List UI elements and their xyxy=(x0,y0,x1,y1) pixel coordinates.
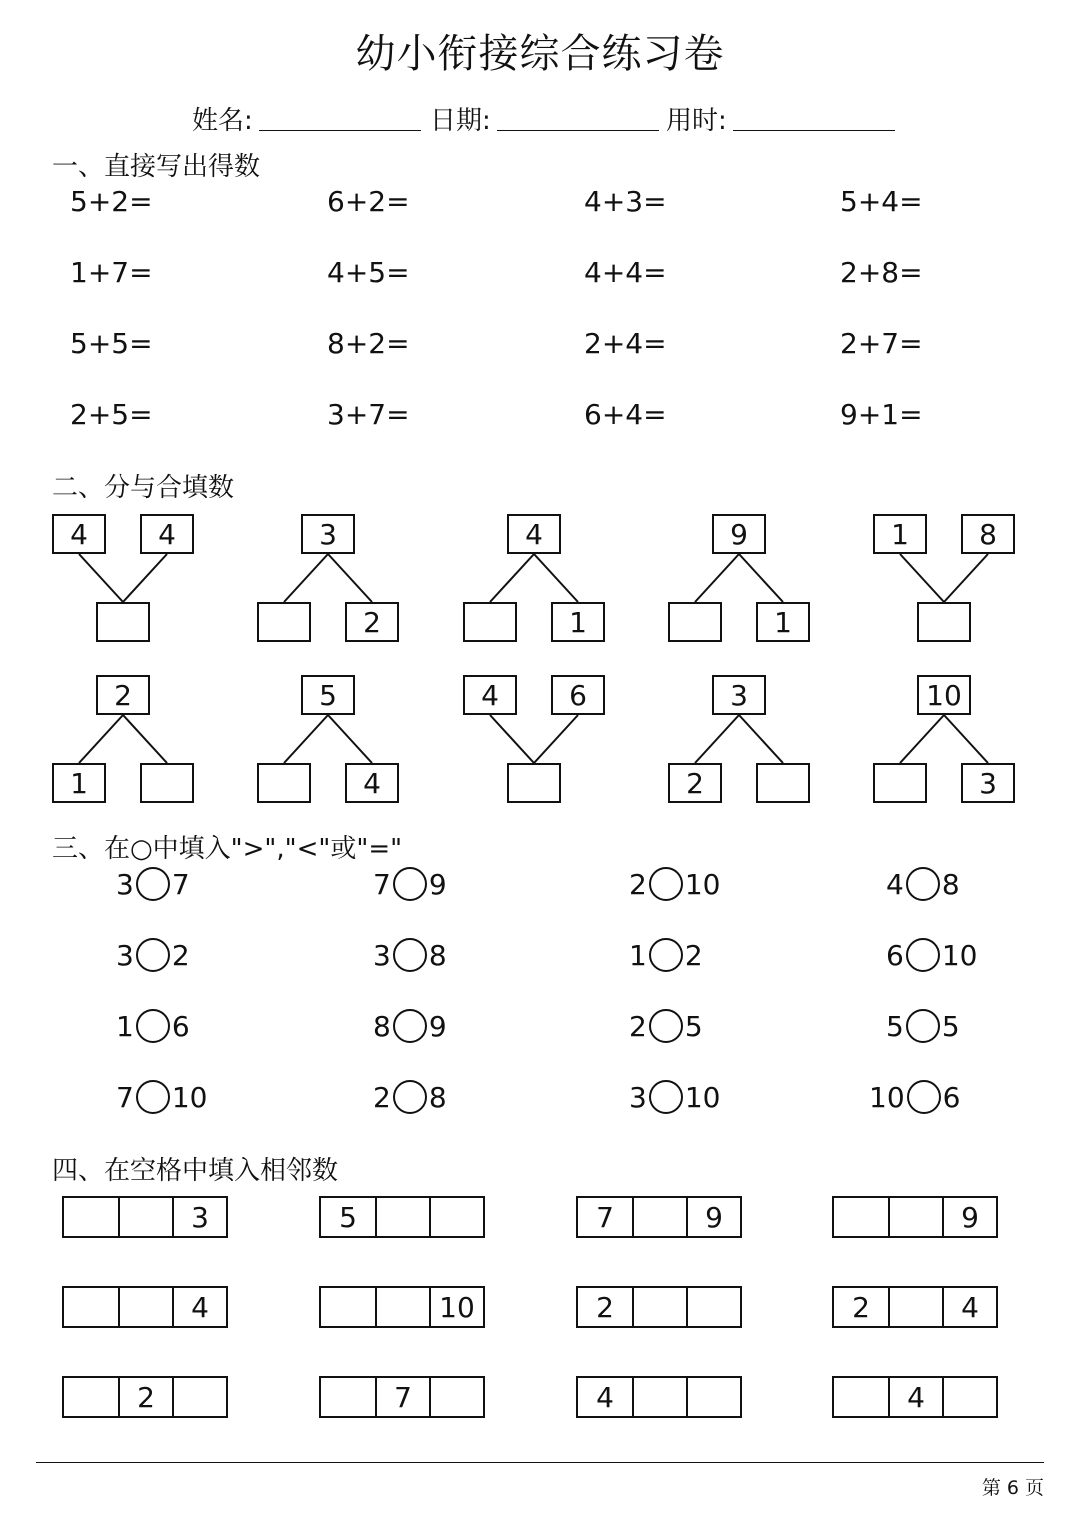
compare-right: 6 xyxy=(171,1009,190,1043)
compare-circle[interactable] xyxy=(136,867,170,901)
compare-right: 10 xyxy=(171,1080,208,1114)
bond-connector-line xyxy=(328,715,372,763)
bond-box: 9 xyxy=(712,514,766,554)
equation: 1+7= xyxy=(70,256,153,289)
adjacent-cell: 9 xyxy=(942,1198,996,1236)
date-field[interactable] xyxy=(430,100,659,137)
bond-box: 1 xyxy=(52,763,106,803)
adjacent-cell[interactable] xyxy=(64,1288,118,1326)
compare-circle[interactable] xyxy=(906,1009,940,1043)
compare-right: 8 xyxy=(941,867,960,901)
time-label: 用时: xyxy=(666,106,727,136)
compare-item xyxy=(629,1006,703,1046)
adjacent-cell: 2 xyxy=(596,1290,614,1324)
compare-item xyxy=(629,1077,720,1117)
adjacent-cell[interactable] xyxy=(834,1378,888,1416)
compare-right: 8 xyxy=(428,1080,447,1114)
adjacent-cell[interactable] xyxy=(118,1198,172,1236)
compare-right: 9 xyxy=(428,1009,447,1043)
bond-box: 4 xyxy=(52,514,106,554)
bond-answer-box[interactable] xyxy=(463,602,517,642)
section-3-heading: 三、在○中填入">","<"或"=" xyxy=(52,834,403,864)
adjacent-row xyxy=(62,1376,228,1418)
adjacent-cell: 5 xyxy=(339,1200,357,1234)
compare-item xyxy=(373,1006,447,1046)
bond-connector-line xyxy=(284,554,328,602)
compare-item xyxy=(116,1006,190,1046)
adjacent-cell[interactable] xyxy=(888,1288,942,1326)
bond-connector-line xyxy=(79,554,123,602)
adjacent-row xyxy=(319,1286,485,1328)
bond-box: 4 xyxy=(463,675,517,715)
adjacent-cell[interactable] xyxy=(321,1378,375,1416)
compare-circle[interactable] xyxy=(393,1009,427,1043)
bond-connector-line xyxy=(123,715,167,763)
compare-left: 10 xyxy=(869,1080,905,1114)
equation: 2+7= xyxy=(840,327,923,360)
adjacent-cell: 4 xyxy=(596,1380,614,1414)
bond-connector-line xyxy=(534,715,578,763)
bond-box: 6 xyxy=(551,675,605,715)
section-1-heading: 一、直接写出得数 xyxy=(52,152,261,182)
adjacent-cell: 7 xyxy=(596,1200,614,1234)
bond-connector-line xyxy=(695,715,739,763)
compare-right: 10 xyxy=(684,1080,721,1114)
bond-box: 8 xyxy=(961,514,1015,554)
compare-right: 5 xyxy=(684,1009,703,1043)
bond-box: 5 xyxy=(301,675,355,715)
compare-right: 10 xyxy=(941,938,978,972)
compare-left: 7 xyxy=(116,1080,134,1114)
adjacent-row xyxy=(832,1286,998,1328)
bond-box: 3 xyxy=(712,675,766,715)
section-2-heading: 二、分与合填数 xyxy=(52,473,235,503)
bond-connector-line xyxy=(739,554,783,602)
adjacent-cell[interactable] xyxy=(888,1198,942,1236)
compare-right: 6 xyxy=(942,1080,961,1114)
adjacent-cell[interactable] xyxy=(686,1288,740,1326)
compare-circle[interactable] xyxy=(136,1009,170,1043)
bond-connector-line xyxy=(695,554,739,602)
compare-left: 3 xyxy=(116,938,134,972)
bond-answer-box[interactable] xyxy=(917,602,971,642)
equation: 8+2= xyxy=(327,327,410,360)
bond-box: 2 xyxy=(668,763,722,803)
adjacent-cell[interactable] xyxy=(429,1198,483,1236)
compare-circle[interactable] xyxy=(393,1080,427,1114)
compare-left: 3 xyxy=(373,938,391,972)
compare-item xyxy=(869,1077,960,1117)
bond-answer-box[interactable] xyxy=(96,602,150,642)
compare-left: 1 xyxy=(116,1009,134,1043)
bond-box: 1 xyxy=(873,514,927,554)
compare-right: 8 xyxy=(428,938,447,972)
adjacent-row xyxy=(62,1196,228,1238)
compare-left: 8 xyxy=(373,1009,391,1043)
compare-circle[interactable] xyxy=(649,1080,683,1114)
compare-item xyxy=(116,864,190,904)
footer-divider xyxy=(36,1462,1044,1463)
bond-connector-line xyxy=(534,554,578,602)
bond-answer-box[interactable] xyxy=(257,602,311,642)
compare-item xyxy=(373,864,447,904)
bond-box: 1 xyxy=(551,602,605,642)
adjacent-row xyxy=(319,1196,485,1238)
compare-left: 2 xyxy=(629,1009,647,1043)
equation: 9+1= xyxy=(840,398,923,431)
compare-right: 2 xyxy=(684,938,703,972)
date-label: 日期: xyxy=(430,106,491,136)
compare-left: 2 xyxy=(629,867,647,901)
bond-answer-box[interactable] xyxy=(507,763,561,803)
adjacent-cell: 3 xyxy=(172,1198,226,1236)
compare-right: 2 xyxy=(171,938,190,972)
compare-right: 7 xyxy=(171,867,190,901)
compare-left: 4 xyxy=(886,867,904,901)
compare-left: 1 xyxy=(629,938,647,972)
compare-circle[interactable] xyxy=(906,867,940,901)
adjacent-cell: 9 xyxy=(686,1198,740,1236)
equation: 4+4= xyxy=(584,256,667,289)
adjacent-cell[interactable] xyxy=(172,1378,226,1416)
time-blank[interactable] xyxy=(733,108,895,131)
compare-left: 3 xyxy=(116,867,134,901)
compare-item xyxy=(886,1006,960,1046)
compare-circle[interactable] xyxy=(393,867,427,901)
compare-right: 9 xyxy=(428,867,447,901)
adjacent-cell: 4 xyxy=(942,1288,996,1326)
equation: 4+5= xyxy=(327,256,410,289)
bond-box: 2 xyxy=(96,675,150,715)
compare-circle[interactable] xyxy=(136,938,170,972)
bond-connector-line xyxy=(79,715,123,763)
equation: 5+2= xyxy=(70,185,153,218)
bond-answer-box[interactable] xyxy=(257,763,311,803)
compare-right: 10 xyxy=(684,867,721,901)
bond-connector-line xyxy=(490,715,534,763)
adjacent-row xyxy=(576,1376,742,1418)
time-field[interactable] xyxy=(666,100,895,137)
compare-item xyxy=(373,935,447,975)
bond-connector-line xyxy=(900,715,944,763)
date-blank[interactable] xyxy=(497,108,659,131)
compare-right: 5 xyxy=(941,1009,960,1043)
compare-circle[interactable] xyxy=(393,938,427,972)
bond-box: 3 xyxy=(961,763,1015,803)
adjacent-row xyxy=(576,1196,742,1238)
compare-circle[interactable] xyxy=(649,867,683,901)
bond-answer-box[interactable] xyxy=(756,763,810,803)
adjacent-cell[interactable] xyxy=(64,1198,118,1236)
compare-item xyxy=(373,1077,447,1117)
compare-left: 3 xyxy=(629,1080,647,1114)
compare-circle[interactable] xyxy=(649,1009,683,1043)
bond-connector-line xyxy=(739,715,783,763)
bond-box: 4 xyxy=(345,763,399,803)
compare-item xyxy=(116,1077,207,1117)
compare-item xyxy=(629,935,703,975)
bond-connector-line xyxy=(284,715,328,763)
compare-item xyxy=(116,935,190,975)
bond-box: 3 xyxy=(301,514,355,554)
section-4-heading: 四、在空格中填入相邻数 xyxy=(52,1156,339,1186)
adjacent-row xyxy=(832,1376,998,1418)
bond-connector-line xyxy=(900,554,944,602)
adjacent-cell: 4 xyxy=(172,1288,226,1326)
bond-box: 2 xyxy=(345,602,399,642)
compare-item xyxy=(886,864,960,904)
name-blank[interactable] xyxy=(259,108,421,131)
bond-answer-box[interactable] xyxy=(873,763,927,803)
adjacent-cell: 2 xyxy=(118,1378,172,1416)
equation: 6+4= xyxy=(584,398,667,431)
adjacent-row xyxy=(832,1196,998,1238)
compare-item xyxy=(629,864,720,904)
equation: 3+7= xyxy=(327,398,410,431)
adjacent-cell[interactable] xyxy=(118,1288,172,1326)
bond-connector-line xyxy=(123,554,167,602)
compare-circle[interactable] xyxy=(907,1080,941,1114)
page-title: 幼小衔接综合练习卷 xyxy=(355,31,725,77)
adjacent-cell[interactable] xyxy=(429,1378,483,1416)
adjacent-cell: 2 xyxy=(852,1290,870,1324)
equation: 2+5= xyxy=(70,398,153,431)
bond-answer-box[interactable] xyxy=(140,763,194,803)
adjacent-cell[interactable] xyxy=(632,1288,686,1326)
equation: 4+3= xyxy=(584,185,667,218)
equation: 5+5= xyxy=(70,327,153,360)
adjacent-cell[interactable] xyxy=(686,1378,740,1416)
adjacent-cell: 4 xyxy=(888,1378,942,1416)
equation: 2+4= xyxy=(584,327,667,360)
bond-connector-line xyxy=(328,554,372,602)
name-label: 姓名: xyxy=(192,106,253,136)
bond-box: 1 xyxy=(756,602,810,642)
compare-item xyxy=(886,935,977,975)
adjacent-cell[interactable] xyxy=(632,1378,686,1416)
adjacent-cell: 7 xyxy=(375,1378,429,1416)
equation: 5+4= xyxy=(840,185,923,218)
adjacent-cell[interactable] xyxy=(375,1198,429,1236)
adjacent-cell[interactable] xyxy=(834,1198,888,1236)
bond-answer-box[interactable] xyxy=(668,602,722,642)
name-field[interactable] xyxy=(192,100,421,137)
bond-connector-line xyxy=(944,715,988,763)
adjacent-cell[interactable] xyxy=(942,1378,996,1416)
bond-box: 10 xyxy=(917,675,971,715)
compare-circle[interactable] xyxy=(649,938,683,972)
adjacent-cell[interactable] xyxy=(64,1378,118,1416)
adjacent-row xyxy=(319,1376,485,1418)
adjacent-cell[interactable] xyxy=(321,1288,375,1326)
compare-left: 5 xyxy=(886,1009,904,1043)
adjacent-cell[interactable] xyxy=(632,1198,686,1236)
bond-connector-line xyxy=(944,554,988,602)
bond-box: 4 xyxy=(140,514,194,554)
adjacent-row xyxy=(62,1286,228,1328)
compare-left: 2 xyxy=(373,1080,391,1114)
adjacent-cell: 10 xyxy=(429,1288,483,1326)
equation: 6+2= xyxy=(327,185,410,218)
equation: 2+8= xyxy=(840,256,923,289)
adjacent-row xyxy=(576,1286,742,1328)
compare-left: 7 xyxy=(373,867,391,901)
bond-connector-line xyxy=(490,554,534,602)
adjacent-cell[interactable] xyxy=(375,1288,429,1326)
compare-circle[interactable] xyxy=(906,938,940,972)
compare-left: 6 xyxy=(886,938,904,972)
bond-box: 4 xyxy=(507,514,561,554)
page-number: 第 6 页 xyxy=(981,1477,1044,1499)
compare-circle[interactable] xyxy=(136,1080,170,1114)
